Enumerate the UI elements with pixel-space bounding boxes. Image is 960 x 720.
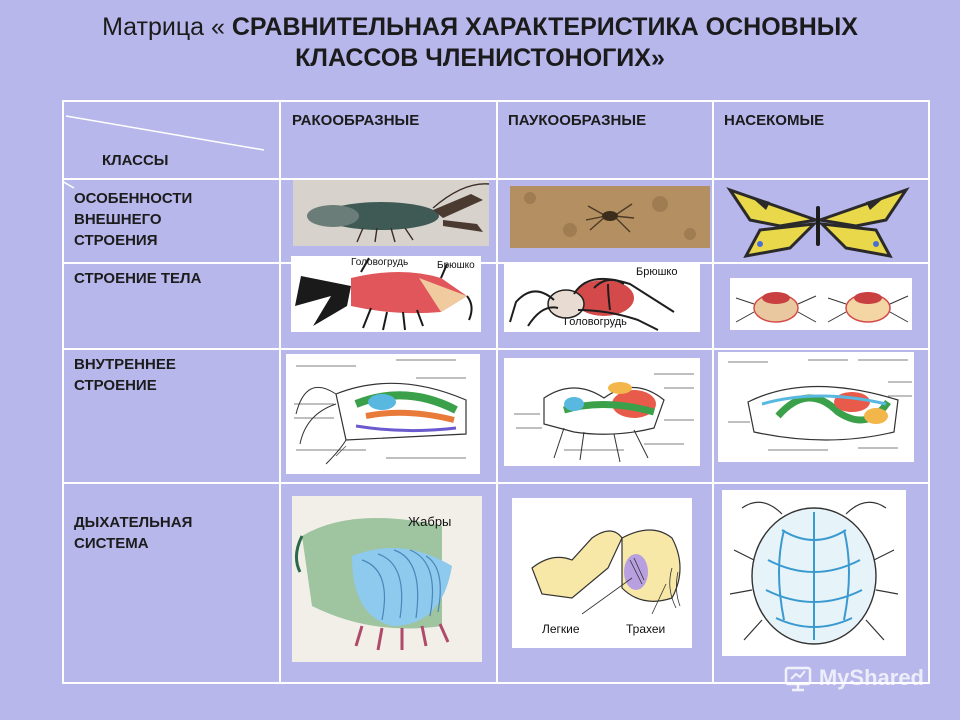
presentation-icon (783, 664, 813, 692)
label-tracheae: Трахеи (626, 622, 666, 636)
grid-line (496, 102, 498, 682)
lungs-tracheae-diagram (512, 498, 692, 648)
label-cephalothorax: Головогрудь (351, 257, 409, 268)
watermark-text: MyShared (818, 665, 924, 690)
grid-line (64, 348, 928, 350)
label-lungs: Легкие (542, 622, 580, 636)
tracheal-system-diagram (722, 490, 906, 656)
grid-line (64, 178, 928, 180)
label-abdomen: Брюшко (636, 266, 678, 278)
spider-body-diagram (504, 264, 700, 332)
grid-line (279, 102, 281, 682)
crayfish-photo (293, 180, 489, 246)
row-header-body: СТРОЕНИЕ ТЕЛА (74, 270, 202, 287)
spider-internal-diagram (504, 358, 700, 466)
corner-label: КЛАССЫ (102, 152, 169, 169)
label-abdomen: Брюшко (437, 260, 475, 271)
gills-diagram (292, 496, 482, 662)
corner-diagonal (64, 102, 280, 202)
title-prefix: Матрица « (102, 13, 232, 41)
spider-photo (510, 186, 710, 248)
grid-line (64, 262, 928, 264)
page-title (0, 12, 960, 74)
column-header-arachnids: ПАУКООБРАЗНЫЕ (508, 112, 647, 129)
watermark (783, 664, 924, 692)
title-line2: КЛАССОВ ЧЛЕНИСТОНОГИХ» (295, 44, 665, 72)
grid-line (64, 482, 928, 484)
row-header-internal: ВНУТРЕННЕЕ СТРОЕНИЕ (74, 356, 176, 394)
row-header-respiratory: ДЫХАТЕЛЬНАЯ СИСТЕМА (74, 514, 193, 552)
insect-internal-diagram (718, 352, 914, 462)
column-header-insects: НАСЕКОМЫЕ (724, 112, 825, 129)
crayfish-body-diagram (291, 256, 481, 332)
column-header-crustaceans: РАКООБРАЗНЫЕ (292, 112, 420, 129)
row-header-external: ОСОБЕННОСТИ ВНЕШНЕГО СТРОЕНИЯ (74, 190, 193, 249)
crayfish-internal-diagram (286, 354, 480, 474)
label-gills: Жабры (408, 514, 452, 529)
butterfly-photo (720, 186, 916, 260)
grid-line (712, 102, 714, 682)
title-line1: СРАВНИТЕЛЬНАЯ ХАРАКТЕРИСТИКА ОСНОВНЫХ (231, 13, 858, 41)
insect-body-diagram (730, 278, 912, 330)
label-cephalothorax: Головогрудь (564, 316, 627, 328)
comparison-matrix (62, 100, 930, 684)
